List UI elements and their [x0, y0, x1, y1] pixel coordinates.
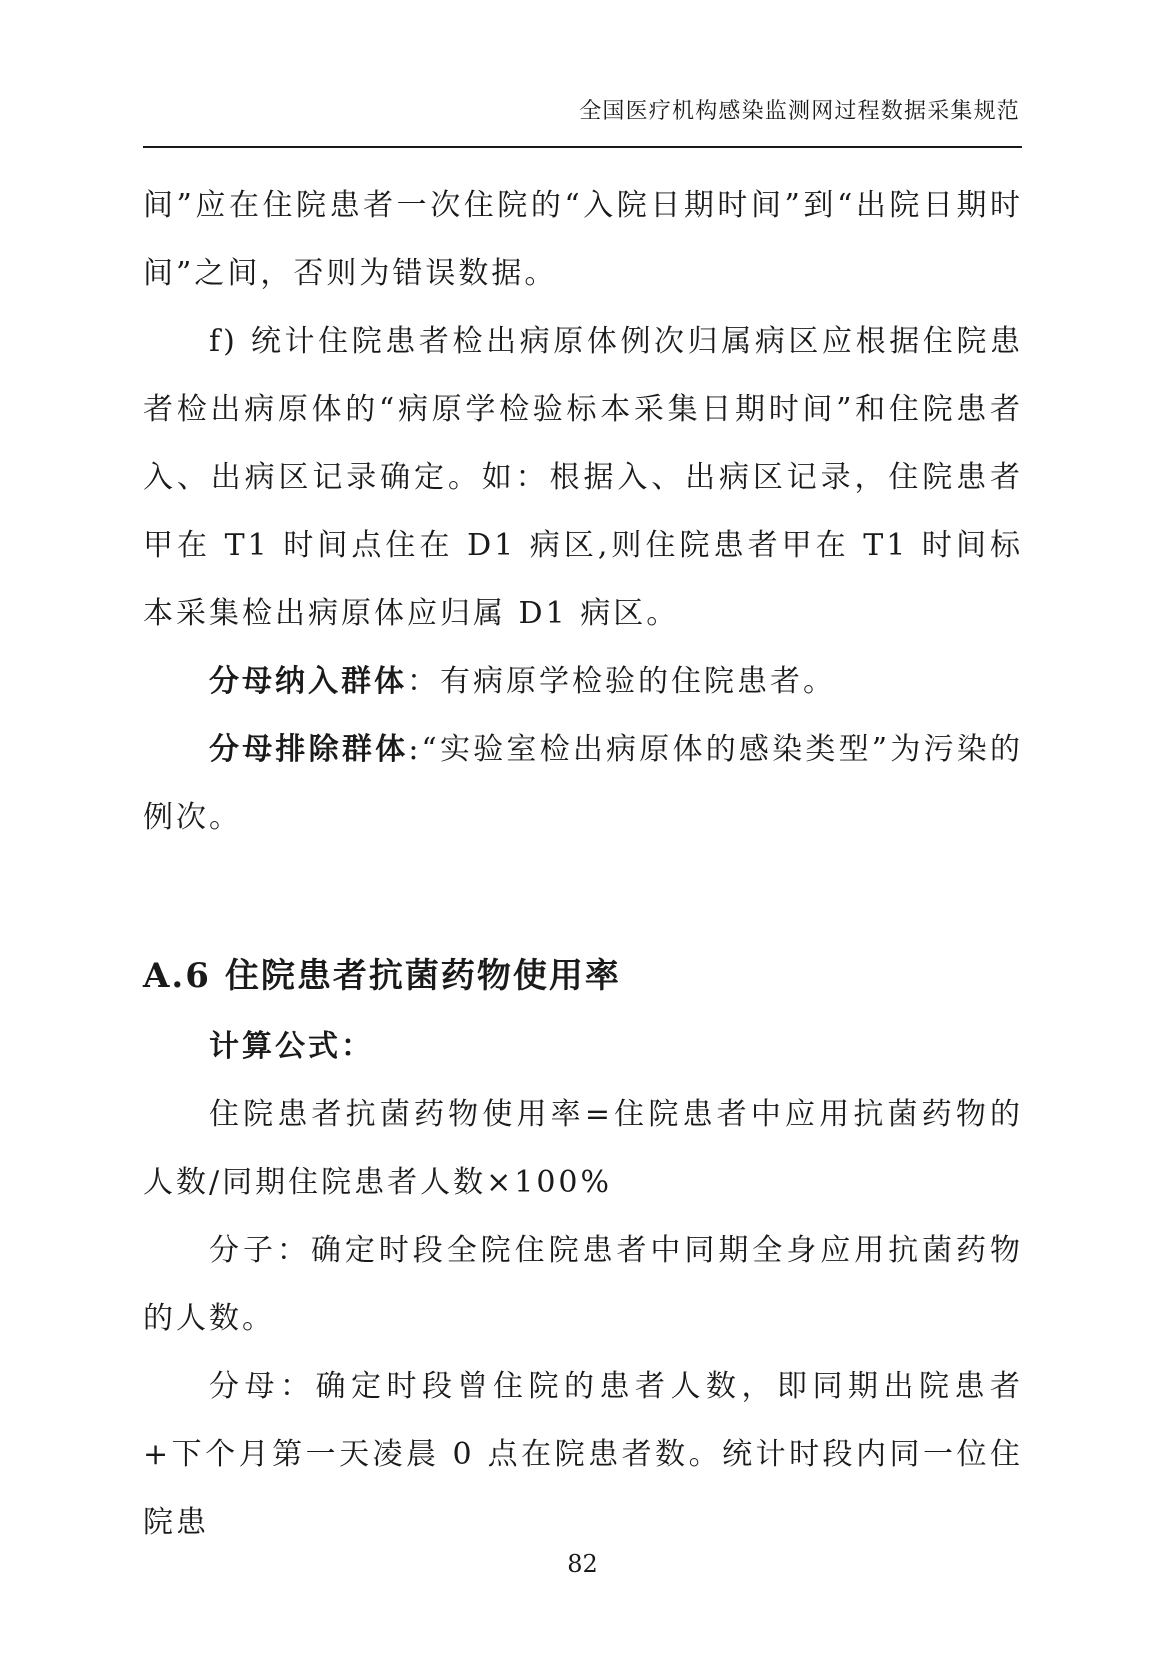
numerator-text: 分子：确定时段全院住院患者中同期全身应用抗菌药物的人数。 [143, 1233, 1023, 1336]
header-rule [143, 146, 1022, 148]
term-label: 分母纳入群体 [209, 664, 407, 699]
term-text: :“实验室检出病原体的感染类型”为污染的例次。 [143, 732, 1024, 835]
page-body [143, 172, 1023, 1557]
formula-text: 住院患者抗菌药物使用率=住院患者中应用抗菌药物的人数/同期住院患者人数×100% [143, 1097, 1023, 1200]
running-header: 全国医疗机构感染监测网过程数据采集规范 [579, 99, 1020, 124]
term-label: 分母排除群体 [209, 732, 409, 767]
denominator-text: 分母：确定时段曾住院的患者人数，即同期出院患者+下个月第一天凌晨 0 点在院患者数。统计时段内同一位住院患 [143, 1369, 1023, 1540]
term-text: ：有病原学检验的住院患者。 [407, 664, 836, 699]
formula-label: 计算公式： [209, 1029, 374, 1064]
paragraph-denominator-exclusion [143, 716, 1023, 852]
section-number: A.6 [143, 956, 211, 996]
section-heading [143, 852, 1023, 1013]
section-title: 住院患者抗菌药物使用率 [224, 956, 621, 996]
paragraph-denominator-inclusion [143, 648, 1023, 716]
page-number: 82 [567, 1550, 598, 1578]
paragraph-continuation: 间”应在住院患者一次住院的“入院日期时间”到“出院日期时间”之间，否则为错误数据。 [143, 188, 1023, 291]
paragraph-item-f: f) 统计住院患者检出病原体例次归属病区应根据住院患者检出病原体的“病原学检验标本采集日期时间”和住院患者入、出病区记录确定。如：根据入、出病区记录，住院患者甲在 T1 时间点住在 D1 病区,则住院患者甲在 T1 时间标本采集检出病原体应归属 D1 病区。 [143, 324, 1023, 631]
